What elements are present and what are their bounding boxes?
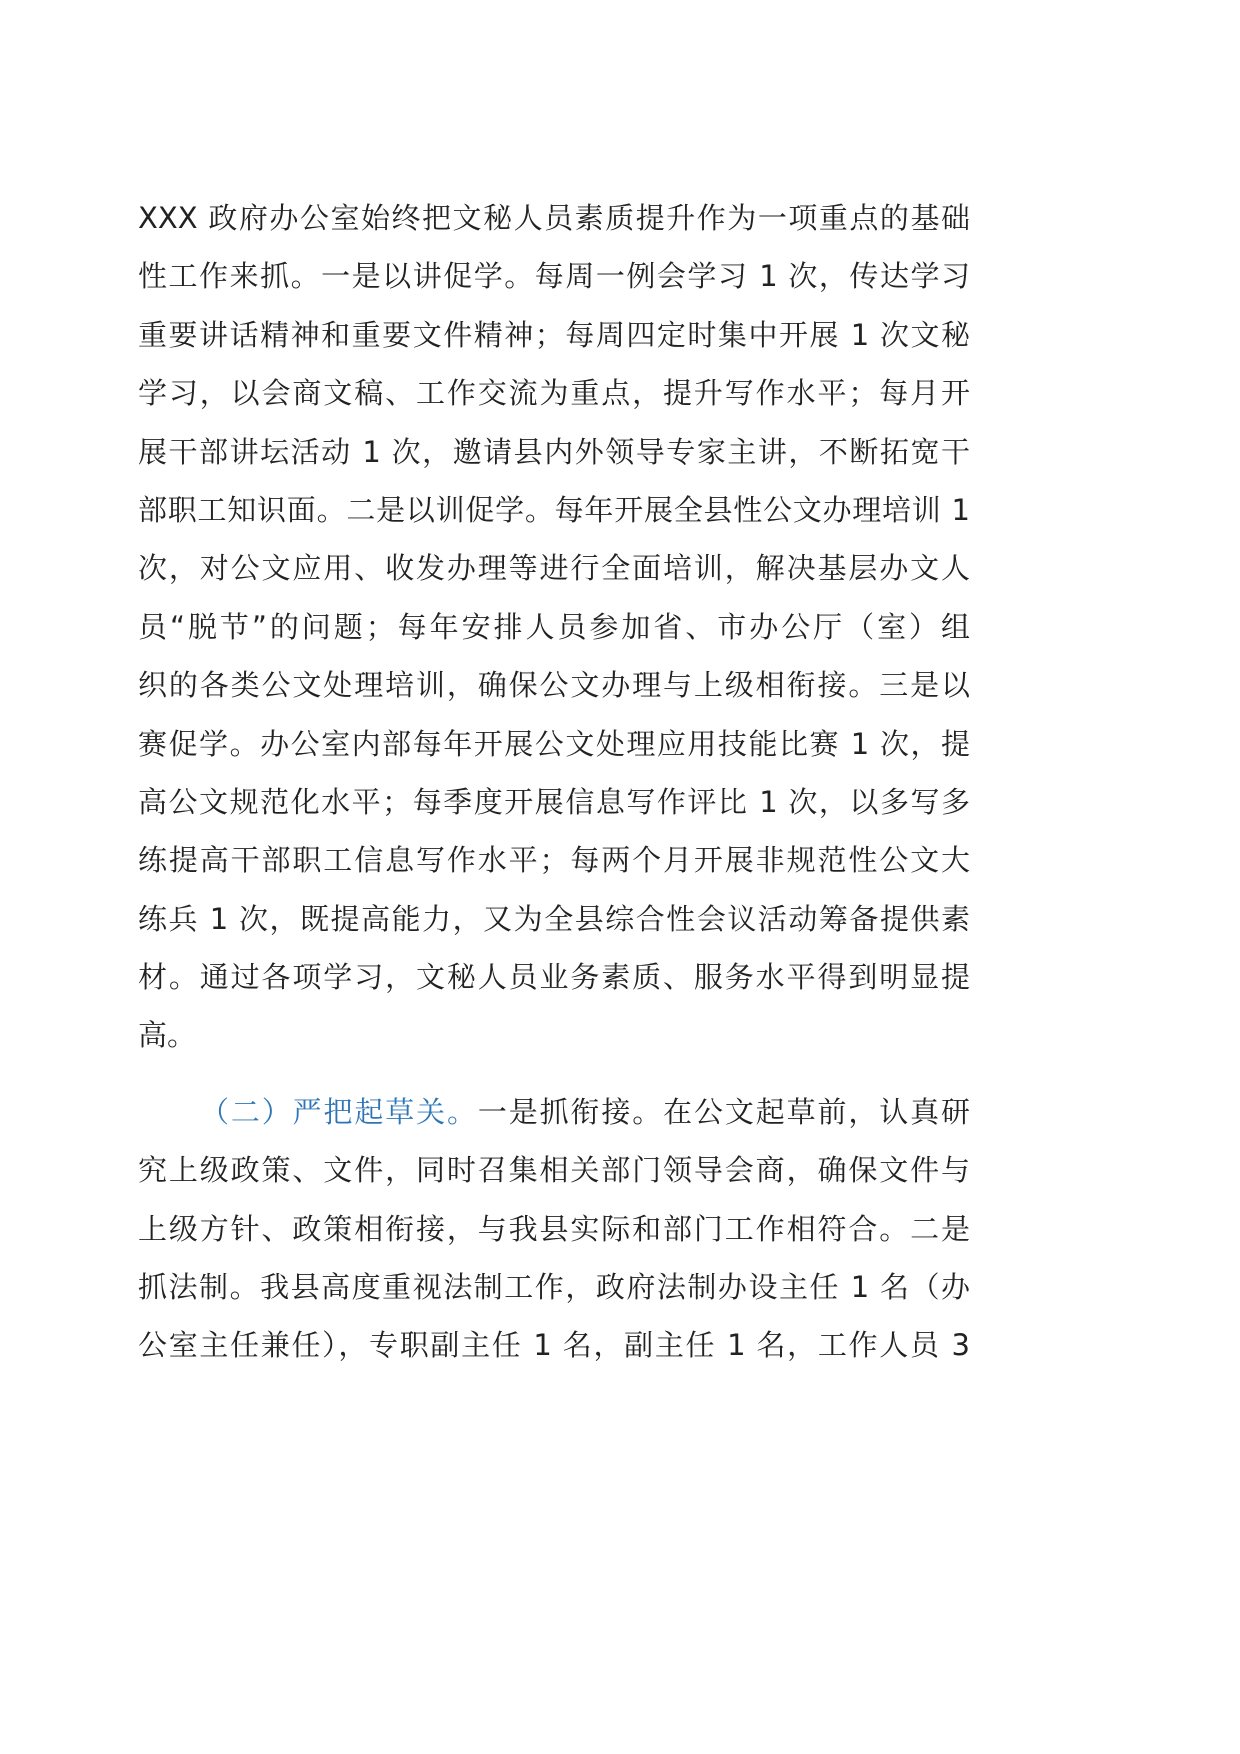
paragraph-1 (138, 189, 970, 1065)
document-body (138, 189, 970, 1375)
paragraph-line: 材。通过各项学习，文秘人员业务素质、服务水平得到明显提 (138, 960, 970, 995)
paragraph-2 (138, 1083, 970, 1375)
paragraph-line (138, 1083, 970, 1141)
paragraph-line-text: 一是抓衔接。在公文起草前，认真研 (477, 1094, 970, 1129)
paragraph-line: XXX 政府办公室始终把文秘人员素质提升作为一项重点的基础 (138, 201, 970, 235)
paragraph-line: 重要讲话精神和重要文件精神；每周四定时集中开展 1 次文秘 (138, 317, 970, 352)
section-heading: （二）严把起草关。 (200, 1094, 478, 1129)
paragraph-line: 员“脱节”的问题；每年安排人员参加省、市办公厅（室）组 (138, 609, 970, 644)
paragraph-line: 赛促学。办公室内部每年开展公文处理应用技能比赛 1 次，提 (138, 726, 970, 761)
paragraph-line: 上级方针、政策相衔接，与我县实际和部门工作相符合。二是 (138, 1211, 970, 1246)
paragraph-line: 公室主任兼任），专职副主任 1 名，副主任 1 名，工作人员 3 (138, 1328, 970, 1363)
paragraph-line: 展干部讲坛活动 1 次，邀请县内外领导专家主讲，不断拓宽干 (138, 434, 970, 469)
paragraph-line: 次，对公文应用、收发办理等进行全面培训，解决基层办文人 (138, 551, 970, 586)
paragraph-line: 部职工知识面。二是以训促学。每年开展全县性公文办理培训 1 (138, 492, 970, 527)
paragraph-line: 学习，以会商文稿、工作交流为重点，提升写作水平；每月开 (138, 376, 970, 411)
paragraph-line: 高公文规范化水平；每季度开展信息写作评比 1 次，以多写多 (138, 784, 970, 819)
paragraph-line: 性工作来抓。一是以讲促学。每周一例会学习 1 次，传达学习 (138, 259, 970, 294)
paragraph-line: 练兵 1 次，既提高能力，又为全县综合性会议活动筹备提供素 (138, 901, 970, 936)
paragraph-line: 练提高干部职工信息写作水平；每两个月开展非规范性公文大 (138, 843, 970, 878)
paragraph-line: 抓法制。我县高度重视法制工作，政府法制办设主任 1 名（办 (138, 1270, 970, 1305)
paragraph-line: 究上级政策、文件，同时召集相关部门领导会商，确保文件与 (138, 1153, 970, 1188)
paragraph-line: 高。 (138, 1018, 197, 1053)
paragraph-line: 织的各类公文处理培训，确保公文办理与上级相衔接。三是以 (138, 668, 970, 703)
